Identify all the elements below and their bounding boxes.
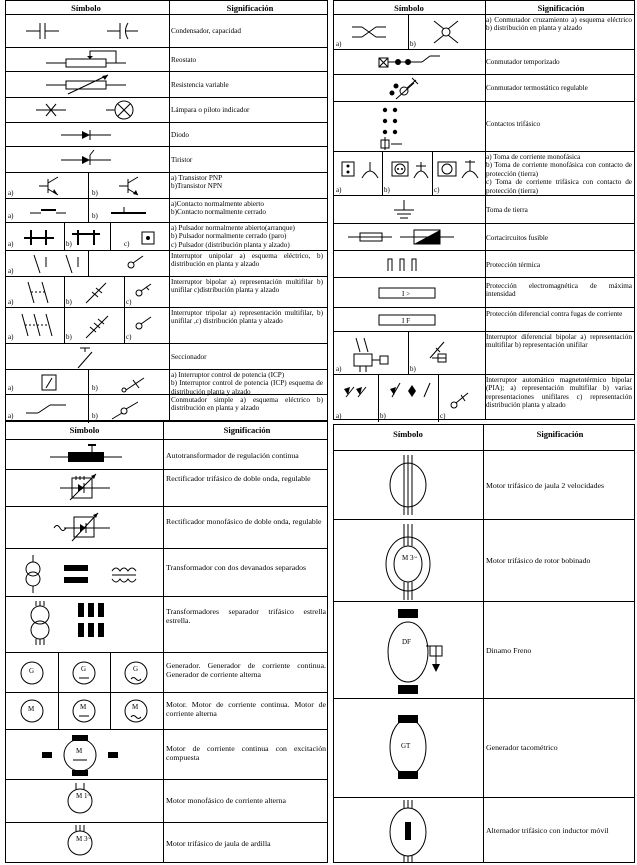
table-row [6,439,327,470]
desc-diferencial: Protección diferencial contra fugas de corriente [486,310,623,318]
table-row [6,343,327,370]
label-a: a) [8,333,14,341]
label-c: c) [126,298,132,306]
table-row [6,122,327,147]
label-b: b) [384,186,390,194]
table-row [334,14,634,50]
desc-resistencia: Resistencia variable [171,81,229,89]
three-phase-transformer-icon [6,597,163,653]
label-b: b) [410,365,416,373]
contact-icon [6,199,166,223]
label-a: a) [336,365,342,373]
two-speed-motor-icon [334,451,482,520]
table-row [6,172,327,199]
desc-electromagnetica: Protección electromagnética de máxima intensidad [486,282,632,299]
table-row [334,250,634,278]
label-a: a) [336,40,342,48]
label-a: a) [8,412,14,420]
label-c: c) [124,240,130,248]
desc-motor: Motor. Motor de corriente continua. Motor de corriente alterna [166,700,326,719]
desc-lampara: Lámpara o piloto indicador [171,106,250,114]
desc-reostato: Reostato [171,56,197,64]
table-row [334,49,634,75]
desc-seccionador: Seccionador [171,353,207,361]
table-row [6,369,327,395]
header-simbolo: Símbolo [71,3,101,13]
ground-icon [334,196,484,224]
desc-termica: Protección térmica [486,261,541,269]
desc-fusible: Cortacircuitos fusible [486,234,549,242]
g-label: G [29,667,35,675]
table-row [6,97,327,123]
timer-switch-icon [334,50,484,75]
desc-temporizado: Conmutador temporizado [486,58,560,66]
fuse-icon [334,224,484,251]
table-row [6,548,327,597]
g-label: G [81,665,87,673]
table-row [334,151,634,196]
transistor-icon [6,173,166,199]
desc-rectificador-monofasico: Rectificador monofásico de doble onda, regulable [166,517,322,526]
table-row [6,276,327,308]
table-row [6,394,327,423]
g-label: G [133,665,139,673]
desc-tiristor: Tiristor [171,156,193,164]
desc-transistor: a) Transistor PNP b)Transistor NPN [171,174,223,191]
differential-protection-icon [334,308,484,332]
table-row [334,797,634,865]
pushbutton-icon [6,223,166,251]
desc-condensador: Condensador, capacidad [171,27,241,35]
label-c: c) [440,412,446,420]
table-row [334,331,634,375]
single-phase-rectifier-icon [6,507,163,549]
table-row [6,692,327,730]
label-a: a) [8,189,14,197]
magnetic-protection-icon [334,278,484,308]
table-row [6,822,327,865]
m3-label: M 3~ [76,835,92,843]
panel-transformer-symbols [5,421,328,863]
mcb-icon [334,375,484,422]
label-a: a) [336,412,342,420]
m-label: M [132,703,139,711]
desc-dinamo-freno: Dinamo Freno [486,646,532,655]
desc-generador: Generador. Generador de corriente continua. Generador de corriente alterna [166,661,326,680]
table-row [6,729,327,780]
panel-switch-symbols [333,0,635,420]
table-row [6,652,327,693]
desc-rotor-bobinado: Motor trifásico de rotor bobinado [486,556,591,565]
m3-label: M 3~ [402,554,418,562]
autotransformer-icon [6,440,163,470]
desc-motor-compuesta: Motor de corriente continua con excitación compuesta [166,744,326,763]
variable-resistor-icon [6,72,166,98]
table-row [334,698,634,798]
desc-pulsador: a) Pulsador normalmente abierto(arranque) b) Pulsador normalmente cerrado (paro) c) Pulsador (distribución planta y alzado) [171,224,295,249]
three-phase-contacts-icon [334,102,484,152]
squirrel-cage-motor-icon [6,823,163,865]
table-row [6,506,327,549]
tripolar-switch-icon [6,308,166,344]
thyristor-icon [6,147,166,173]
label-a: a) [336,186,342,194]
cross-switch-icon [334,15,484,50]
label-b: b) [410,40,416,48]
table-row [334,601,634,699]
table-row [6,596,327,653]
thermal-protection-icon [334,251,484,278]
icp-icon [6,370,166,395]
m-label: M [80,703,87,711]
table-row [6,71,327,98]
table-row [6,250,327,277]
transformer-icon [6,549,163,597]
desc-rectificador-trifasico: Rectificador trifásico de doble onda, regulable [166,474,311,483]
capacitor-icon [6,15,166,48]
disconnector-icon [6,344,166,370]
table-row [334,374,634,422]
header-significacion: Significación [226,3,274,13]
panel-basic-symbols [5,0,328,421]
desc-transformador: Transformador con dos devanados separados [166,563,307,572]
rheostat-icon [6,48,166,72]
header-significacion: Significación [223,425,271,435]
desc-pia: Interruptor automático magnetotérmico bipolar (PIA); a) representación multifilar b) varias representaciones unifilares c) representación distribución planta y alzado [486,376,632,410]
lamp-icon [6,98,166,123]
i-f-label: I F [402,317,410,325]
differential-switch-icon [334,332,484,375]
diode-icon [6,123,166,147]
desc-int-diferencial: Interruptor diferencial bipolar a) representación multifilar b) representación unifilar [486,333,632,350]
desc-jaula-2vel: Motor trifásico de jaula 2 velocidades [486,481,604,490]
label-b: b) [380,412,386,420]
table-row [6,307,327,344]
desc-tierra: Toma de tierra [486,206,528,214]
table-row [334,307,634,332]
desc-toma: a) Toma de corriente monofásica b) Toma de corriente monofásica con contacto de protección (tierra) c) Toma de corriente trifásica con contacto de protección (tierra) [486,153,632,195]
label-b: b) [66,333,72,341]
table-row [6,469,327,507]
label-c: c) [126,333,132,341]
label-a: a) [8,212,14,220]
desc-autotransformador: Autotransformador de regulación continua [166,451,299,460]
table-row [6,222,327,251]
desc-unipolar: Interruptor unipolar a) esquema eléctrico, b) distribución en planta y alzado [171,252,323,269]
table-row [6,779,327,823]
m-label: M [76,747,83,755]
table-row [6,47,327,72]
label-b: b) [92,384,98,392]
label-a: a) [8,384,14,392]
thermostat-switch-icon [334,75,484,102]
desc-bipolar: Interruptor bipolar a) representación multifilar b) unifilar c)distribución planta y alzado [171,278,323,295]
table-row [334,195,634,224]
table-row [334,450,634,520]
desc-motor-monofasico: Motor monofásico de corriente alterna [166,796,286,805]
label-a: a) [8,298,14,306]
desc-alternador: Alternador trifásico con inductor móvil [486,826,609,835]
three-phase-rectifier-icon [6,470,163,507]
desc-conmutador-simple: Conmutador simple a) esquema eléctrico b) distribución en planta y alzado [171,396,323,413]
dynamo-brake-icon [334,602,482,699]
label-a: a) [8,267,14,275]
panel-machine-symbols [333,424,635,863]
label-c: c) [434,186,440,194]
table-row [334,101,634,152]
i-greater-label: I > [402,290,411,298]
header-simbolo: Símbolo [393,429,423,439]
single-pole-switch-icon [6,251,166,277]
label-a: a) [8,240,14,248]
table-row [6,14,327,48]
table-row [334,519,634,602]
header-significacion: Significación [537,3,585,13]
desc-contactos: Contactos trifásico [486,120,541,128]
two-way-switch-icon [6,395,166,423]
alternator-icon [334,798,482,865]
desc-termostatico: Conmutador termostático regulable [486,84,588,92]
label-b: b) [92,212,98,220]
table-row [6,198,327,223]
table-row [334,223,634,251]
desc-contacto: a)Contacto normalmente abierto b)Contacto normalmente cerrado [171,200,266,217]
label-b: b) [66,298,72,306]
m-label: M [28,705,35,713]
desc-cruzamiento: a) Conmutador cruzamiento a) esquema eléctrico b) distribución en planta y alzado [486,16,632,33]
header-simbolo: Símbolo [394,3,424,13]
header-simbolo: Símbolo [69,425,100,435]
label-b: b) [92,412,98,420]
desc-diodo: Diodo [171,131,189,139]
desc-transformador-trifasico: Transformadores separador trifásico estrella estrella. [166,607,326,626]
socket-icon [334,152,484,196]
desc-icp: a) Interruptor control de potencia (ICP) b) Interruptor control de potencia (ICP) esquema de distribución planta y alzado [171,371,323,396]
m1-label: M 1~ [76,792,92,800]
desc-jaula-ardilla: Motor trifásico de jaula de ardilla [166,839,271,848]
bipolar-switch-icon [6,277,166,308]
table-row [334,74,634,102]
header-significacion: Significación [536,429,584,439]
desc-tacometrico: Generador tacométrico [486,743,558,752]
table-row [6,146,327,173]
label-b: b) [66,240,72,248]
desc-tripolar: Interruptor tripolar a) representación multifilar, b) unifilar ,c) distribución planta y alzado [171,309,323,326]
df-label: DF [402,638,411,646]
gt-label: GT [401,742,411,750]
single-phase-motor-icon [6,780,163,823]
label-b: b) [92,189,98,197]
compound-motor-icon [6,730,163,780]
table-row [334,277,634,308]
